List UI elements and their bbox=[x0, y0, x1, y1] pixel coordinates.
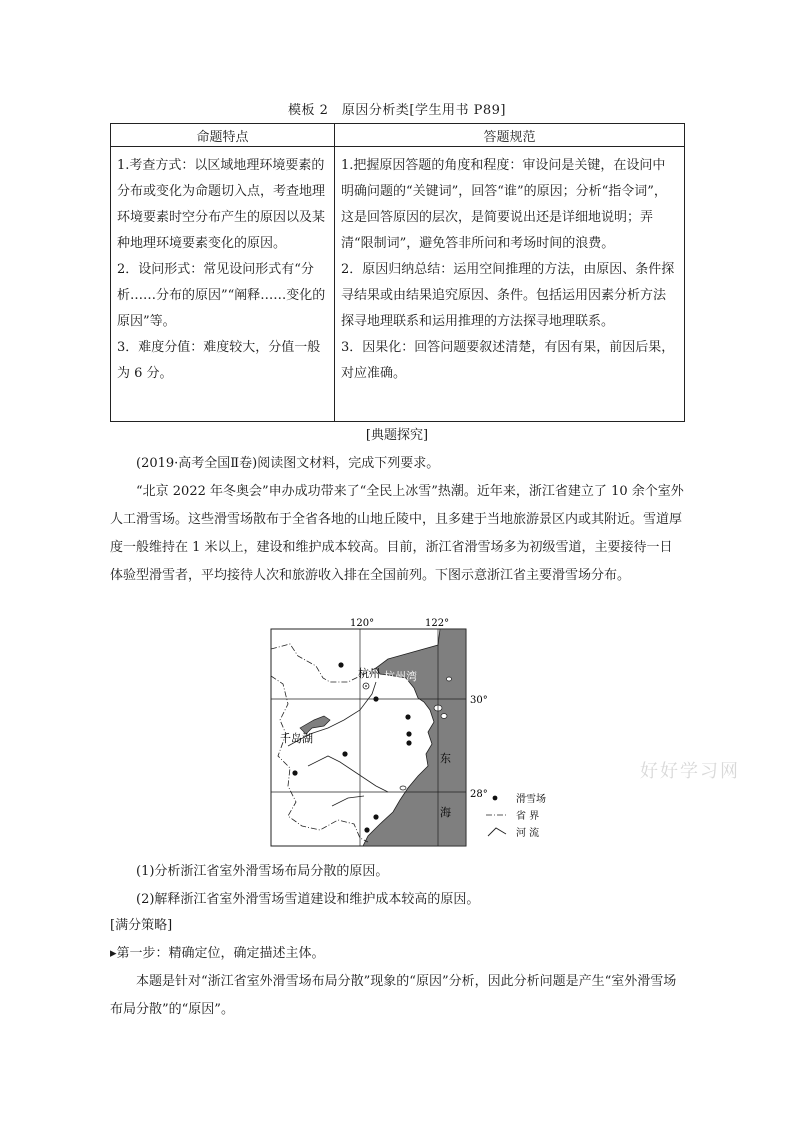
step-1-text: 本题是针对“浙江省室外滑雪场布局分散”现象的“原因”分析，因此分析问题是产生“室外滑雪场布局分散”的“原因”。 bbox=[110, 974, 677, 1017]
right-item: 3．因果化：回答问题要叙述清楚，有因有果，前因后果，对应准确。 bbox=[341, 340, 675, 381]
left-item: 1.考查方式：以区域地理环境要素的分布或变化为命题切入点，考查地理环境要素时空分布产生的原因以及某种地理环境要素变化的原因。 bbox=[117, 158, 326, 251]
legend-resort-label: 滑雪场 bbox=[516, 794, 546, 805]
ski-resort bbox=[342, 751, 347, 756]
sea-label-2: 海 bbox=[440, 806, 451, 819]
hangzhou-marker-dot bbox=[365, 685, 367, 687]
zhejiang-ski-resort-map bbox=[268, 616, 558, 848]
example-label: [典题探究] bbox=[365, 428, 429, 443]
lat-30-label: 30° bbox=[470, 695, 488, 706]
island bbox=[400, 786, 406, 790]
legend-boundary-label: 省 界 bbox=[516, 811, 540, 822]
passage: “北京 2022 年冬奥会”申办成功带来了“全民上冰雪”热潮。近年来，浙江省建立了 10 余个室外人工滑雪场。这些滑雪场散布于全省各地的山地丘陵中，且多建于当地旅游景区内或其附近。雪道厚度一般维持在 1 米以上，建设和维护成本较高。目前，浙江省滑雪场多为初级雪道，主要接待一日体验型滑雪者，平均接待人次和旅游收入排在全国前列。下图示意浙江省主要滑雪场分布。 bbox=[110, 484, 684, 583]
ski-resort bbox=[338, 662, 343, 667]
ski-resort bbox=[405, 714, 410, 719]
question-intro: (2019·高考全国Ⅱ卷)阅读图文材料，完成下列要求。 bbox=[136, 456, 440, 471]
left-cell bbox=[111, 147, 335, 422]
ski-resort bbox=[364, 827, 369, 832]
header-left: 命题特点 bbox=[111, 124, 335, 147]
bay-label: 杭州湾 bbox=[384, 670, 417, 683]
lon-122-label: 122° bbox=[425, 618, 450, 629]
city-label: 杭州 bbox=[358, 667, 380, 680]
right-cell bbox=[335, 147, 685, 422]
ski-resort bbox=[406, 740, 411, 745]
question-2: (2)解释浙江省室外滑雪场雪道建设和维护成本较高的原因。 bbox=[136, 892, 480, 907]
left-item: 3．难度分值：难度较大，分值一般为 6 分。 bbox=[117, 340, 321, 381]
island bbox=[447, 677, 452, 681]
lon-120-label: 120° bbox=[350, 618, 375, 629]
strategy-label: [满分策略] bbox=[110, 918, 173, 933]
header-right: 答题规范 bbox=[335, 124, 685, 147]
ski-resort bbox=[373, 696, 378, 701]
legend-river-symbol bbox=[488, 828, 506, 836]
island bbox=[441, 714, 447, 719]
sea-label-1: 东 bbox=[440, 752, 451, 765]
legend-resort-symbol bbox=[493, 796, 498, 801]
template-table bbox=[110, 123, 685, 422]
ski-resort bbox=[373, 814, 378, 819]
question-1: (1)分析浙江省室外滑雪场布局分散的原因。 bbox=[136, 864, 389, 879]
lake-label: 千岛湖 bbox=[280, 732, 313, 745]
left-item: 2．设问形式：常见设问形式有“分析……分布的原因”“阐释……变化的原因”等。 bbox=[117, 262, 326, 329]
step-1-heading: ▸第一步：精确定位，确定描述主体。 bbox=[110, 946, 325, 961]
right-item: 1.把握原因答题的角度和程度：审设问是关键，在设问中明确问题的“关键词”，回答“谁”的原因；分析“指令词”，这是回答原因的层次，是简要说出还是详细地说明；弄清“限制词”，避免答非所问和考场时间的浪费。 bbox=[341, 158, 667, 251]
ski-resort bbox=[406, 731, 411, 736]
ski-resort bbox=[292, 770, 297, 775]
legend-river-label: 河 流 bbox=[516, 828, 540, 839]
lat-28-label: 28° bbox=[470, 789, 488, 800]
section-title: 模板 2 原因分析类[学生用书 P89] bbox=[288, 103, 506, 118]
right-item: 2．原因归纳总结：运用空间推理的方法，由原因、条件探寻结果或由结果追究原因、条件。包括运用因素分析方法探寻地理联系和运用推理的方法探寻地理联系。 bbox=[341, 262, 675, 329]
watermark: 好好学习网 bbox=[640, 761, 740, 782]
